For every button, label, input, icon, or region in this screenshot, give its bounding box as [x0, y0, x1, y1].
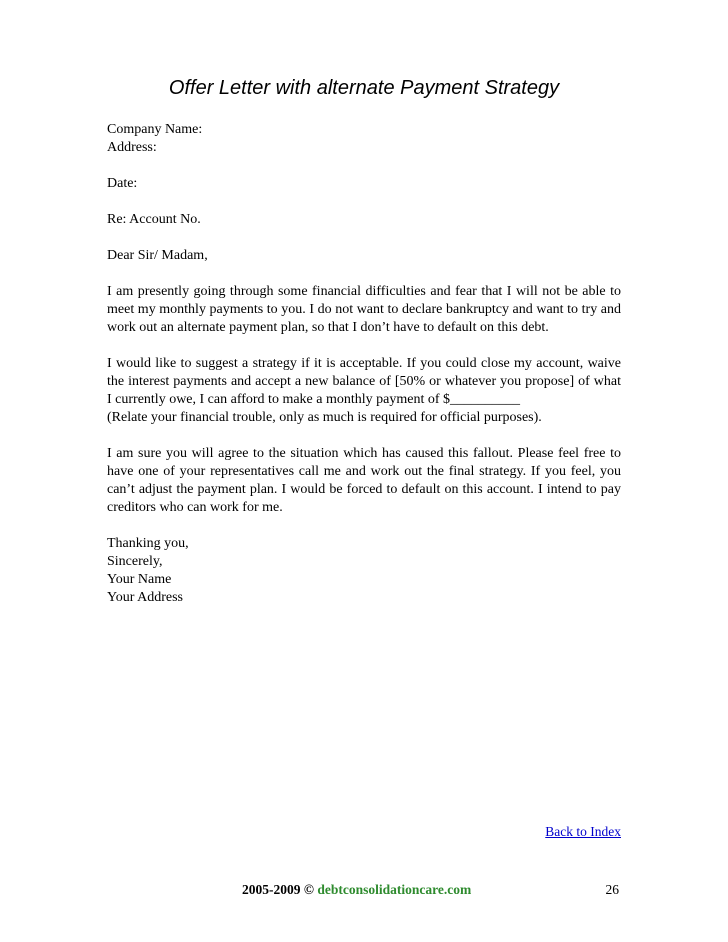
paragraph-strategy-block	[107, 355, 621, 427]
back-to-index-link[interactable]: Back to Index	[545, 824, 621, 839]
recipient-block	[107, 121, 621, 157]
salutation: Dear Sir/ Madam,	[107, 248, 208, 263]
closing-sincerely: Sincerely,	[107, 554, 163, 569]
date-label: Date:	[107, 176, 138, 191]
letter-body	[107, 121, 621, 625]
company-name-label: Company Name:	[107, 122, 203, 137]
closing-thanks: Thanking you,	[107, 536, 189, 551]
footer-copyright	[242, 882, 471, 898]
address-label: Address:	[107, 140, 157, 155]
signature-name: Your Name	[107, 572, 172, 587]
paragraph-financial-difficulties: I am presently going through some financial difficulties and fear that I will not be able to meet my monthly payments to you. I do not want to declare bankruptcy and want to try and work out an alternate payment plan, so that I don’t have to default on this debt.	[107, 284, 621, 335]
footer-years: 2005-2009 ©	[242, 882, 318, 897]
paragraph-request: I am sure you will agree to the situation which has caused this fallout. Please feel free to have one of your representatives call me and work out the final strategy. If you feel, you can’t adjust the payment plan. I would be forced to default on this account. I intend to pay creditors who can work for me.	[107, 446, 621, 515]
signature-address: Your Address	[107, 590, 183, 605]
closing-block	[107, 535, 621, 607]
footer-site-name: debtconsolidationcare.com	[317, 882, 472, 897]
paragraph-strategy: I would like to suggest a strategy if it is acceptable. If you could close my account, waive the interest payments and accept a new balance of [50% or whatever you propose] of what I currently owe, I can afford to make a monthly payment of $__________	[107, 356, 621, 407]
document-title: Offer Letter with alternate Payment Strategy	[168, 77, 560, 99]
paragraph-strategy-note: (Relate your financial trouble, only as much is required for official purposes).	[107, 410, 542, 425]
reference-line: Re: Account No.	[107, 212, 201, 227]
page-number: 26	[605, 882, 619, 897]
